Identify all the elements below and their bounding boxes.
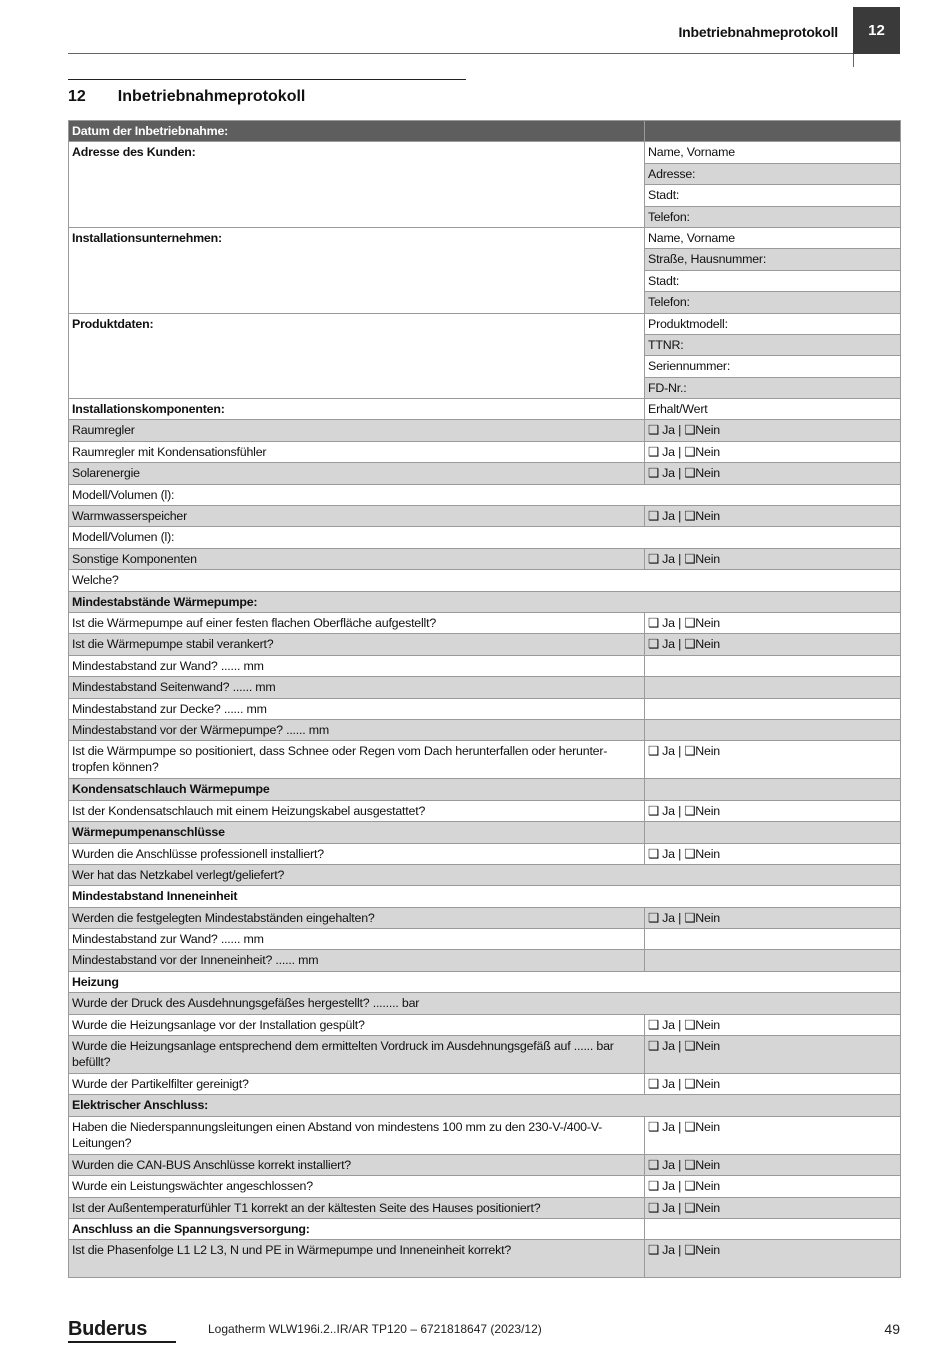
row-label: Mindestabstand Seitenwand? ...... mm — [69, 677, 645, 698]
table-row — [69, 1014, 901, 1035]
value-cell[interactable] — [645, 719, 901, 740]
table-row — [69, 929, 901, 950]
customer-field-label[interactable]: Stadt: — [645, 185, 901, 206]
value-cell[interactable] — [645, 929, 901, 950]
yes-no-checkbox[interactable]: ❑ Ja | ❑Nein — [645, 1116, 901, 1154]
row-label: Wurden die Anschlüsse professionell installiert? — [69, 843, 645, 864]
yes-no-checkbox[interactable]: ❑ Ja | ❑Nein — [645, 634, 901, 655]
table-row — [69, 779, 901, 800]
date-value-cell[interactable] — [645, 121, 901, 142]
table-row — [69, 570, 901, 591]
yes-no-checkbox[interactable]: ❑ Ja | ❑Nein — [645, 548, 901, 569]
row-label: Mindestabstand zur Decke? ...... mm — [69, 698, 645, 719]
yes-no-checkbox[interactable]: ❑ Ja | ❑Nein — [645, 1154, 901, 1175]
table-row — [69, 1154, 901, 1175]
brand-logo: Buderus — [68, 1318, 148, 1340]
installer-field-label[interactable]: Straße, Hausnummer: — [645, 249, 901, 270]
yes-no-checkbox[interactable]: ❑ Ja | ❑Nein — [645, 441, 901, 462]
value-cell[interactable] — [645, 779, 901, 800]
section-rule — [68, 79, 466, 80]
table-row — [69, 950, 901, 971]
table-row-product-field — [69, 313, 901, 334]
row-label: Raumregler — [69, 420, 645, 441]
row-label: Wurde der Druck des Ausdehnungsgefäßes hergestellt? ........ bar — [69, 993, 901, 1014]
row-label: Modell/Volumen (l): — [69, 484, 901, 505]
row-label: Ist der Außentemperaturfühler T1 korrekt an der kältesten Seite des Hauses positioniert? — [69, 1197, 645, 1218]
header-tick — [853, 54, 854, 67]
row-label: Wurde ein Leistungswächter angeschlossen? — [69, 1176, 645, 1197]
value-cell[interactable] — [645, 698, 901, 719]
table-row — [69, 1036, 901, 1074]
table-row — [69, 548, 901, 569]
value-cell[interactable] — [645, 1218, 901, 1239]
row-label: Kondensatschlauch Wärmepumpe — [69, 779, 645, 800]
table-row — [69, 591, 901, 612]
row-label: Mindestabstand vor der Inneneinheit? ...... mm — [69, 950, 645, 971]
row-label: Raumregler mit Kondensationsfühler — [69, 441, 645, 462]
commissioning-protocol-table — [68, 120, 901, 1278]
yes-no-checkbox[interactable]: ❑ Ja | ❑Nein — [645, 420, 901, 441]
row-label: Ist der Kondensatschlauch mit einem Heizungskabel ausgestattet? — [69, 800, 645, 821]
row-label: Mindestabstand Inneneinheit — [69, 886, 901, 907]
row-label: Mindestabstand zur Wand? ...... mm — [69, 929, 645, 950]
customer-field-label[interactable]: Telefon: — [645, 206, 901, 227]
table-row — [69, 822, 901, 843]
row-label: Elektrischer Anschluss: — [69, 1095, 901, 1116]
table-row — [69, 719, 901, 740]
yes-no-checkbox[interactable]: ❑ Ja | ❑Nein — [645, 843, 901, 864]
row-label: Wärmepumpenanschlüsse — [69, 822, 645, 843]
row-label: Wurden die CAN-BUS Anschlüsse korrekt installiert? — [69, 1154, 645, 1175]
yes-no-checkbox[interactable]: Erhalt/Wert — [645, 399, 901, 420]
table-row — [69, 741, 901, 779]
page-header-title: Inbetriebnahmeprotokoll — [678, 24, 838, 40]
table-row — [69, 612, 901, 633]
row-label: Ist die Wärmepumpe stabil verankert? — [69, 634, 645, 655]
table-row — [69, 634, 901, 655]
table-row — [69, 1218, 901, 1239]
table-row — [69, 864, 901, 885]
table-row — [69, 655, 901, 676]
table-row — [69, 907, 901, 928]
table-row — [69, 843, 901, 864]
row-label: Haben die Niederspannungsleitungen einen Abstand von mindestens 100 mm zu den 230-V-/400-V- Leitungen? — [69, 1116, 645, 1154]
section-title: Inbetriebnahmeprotokoll — [117, 88, 306, 105]
table-row — [69, 527, 901, 548]
row-label: Anschluss an die Spannungsversorgung: — [69, 1218, 645, 1239]
row-label: Solarenergie — [69, 463, 645, 484]
row-label: Wurde der Partikelfilter gereinigt? — [69, 1074, 645, 1095]
table-row — [69, 1074, 901, 1095]
product-field-label[interactable]: Seriennummer: — [645, 356, 901, 377]
table-row — [69, 420, 901, 441]
value-cell[interactable] — [645, 655, 901, 676]
table-row — [69, 484, 901, 505]
yes-no-checkbox[interactable]: ❑ Ja | ❑Nein — [645, 1074, 901, 1095]
value-cell[interactable] — [645, 822, 901, 843]
row-label: Sonstige Komponenten — [69, 548, 645, 569]
row-label: Ist die Wärmepumpe auf einer festen flachen Oberfläche aufgestellt? — [69, 612, 645, 633]
table-row — [69, 399, 901, 420]
product-field-label[interactable]: FD-Nr.: — [645, 377, 901, 398]
table-row-customer-field — [69, 142, 901, 163]
table-row — [69, 441, 901, 462]
customer-field-label[interactable]: Adresse: — [645, 163, 901, 184]
row-label: Wurde die Heizungsanlage vor der Installation gespült? — [69, 1014, 645, 1035]
section-number: 12 — [68, 88, 86, 105]
row-label: Wurde die Heizungsanlage entsprechend dem ermittelten Vordruck im Ausdehnungsgefäß auf ...... bar befüllt? — [69, 1036, 645, 1074]
row-label: Mindestabstände Wärmepumpe: — [69, 591, 901, 612]
yes-no-checkbox[interactable]: ❑ Ja | ❑Nein — [645, 1176, 901, 1197]
product-field-label[interactable]: TTNR: — [645, 334, 901, 355]
row-label: Werden die festgelegten Mindestabständen eingehalten? — [69, 907, 645, 928]
yes-no-checkbox[interactable]: ❑ Ja | ❑Nein — [645, 506, 901, 527]
yes-no-checkbox[interactable]: ❑ Ja | ❑Nein — [645, 1014, 901, 1035]
section-heading — [68, 88, 305, 106]
table-row — [69, 506, 901, 527]
page-number: 49 — [884, 1321, 900, 1337]
table-row — [69, 1176, 901, 1197]
table-row — [69, 1116, 901, 1154]
customer-field-label[interactable]: Name, Vorname — [645, 142, 901, 163]
table-row-installer-field — [69, 227, 901, 248]
table-row — [69, 463, 901, 484]
header-rule — [68, 53, 853, 54]
table-row — [69, 1240, 901, 1278]
yes-no-checkbox[interactable]: ❑ Ja | ❑Nein — [645, 463, 901, 484]
yes-no-checkbox[interactable]: ❑ Ja | ❑Nein — [645, 1197, 901, 1218]
yes-no-checkbox[interactable]: ❑ Ja | ❑Nein — [645, 1240, 901, 1278]
yes-no-checkbox[interactable]: ❑ Ja | ❑Nein — [645, 741, 901, 779]
installer-field-label[interactable]: Telefon: — [645, 292, 901, 313]
installer-group-label: Installationsunternehmen: — [69, 227, 645, 313]
row-label: Welche? — [69, 570, 901, 591]
table-row — [69, 1197, 901, 1218]
row-label: Ist die Wärmpumpe so positioniert, dass Schnee oder Regen vom Dach herunterfallen oder herunter- tropfen können? — [69, 741, 645, 779]
yes-no-checkbox[interactable]: ❑ Ja | ❑Nein — [645, 612, 901, 633]
document-reference: Logatherm WLW196i.2..IR/AR TP120 – 6721818647 (2023/12) — [208, 1322, 542, 1336]
value-cell[interactable] — [645, 677, 901, 698]
table-row — [69, 993, 901, 1014]
row-label: Mindestabstand zur Wand? ...... mm — [69, 655, 645, 676]
table-row-date — [69, 121, 901, 142]
yes-no-checkbox[interactable]: ❑ Ja | ❑Nein — [645, 907, 901, 928]
row-label: Installationskomponenten: — [69, 399, 645, 420]
row-label: Mindestabstand vor der Wärmepumpe? ...... mm — [69, 719, 645, 740]
table-row — [69, 698, 901, 719]
chapter-tab: 12 — [853, 7, 900, 54]
customer-group-label: Adresse des Kunden: — [69, 142, 645, 228]
row-label: Modell/Volumen (l): — [69, 527, 901, 548]
product-field-label[interactable]: Produktmodell: — [645, 313, 901, 334]
table-row — [69, 800, 901, 821]
product-group-label: Produktdaten: — [69, 313, 645, 399]
row-label: Warmwasserspeicher — [69, 506, 645, 527]
table-row — [69, 971, 901, 992]
row-label: Ist die Phasenfolge L1 L2 L3, N und PE in Wärmepumpe und Inneneinheit korrekt? — [69, 1240, 645, 1278]
row-label: Heizung — [69, 971, 901, 992]
value-cell[interactable] — [645, 950, 901, 971]
table-row — [69, 1095, 901, 1116]
yes-no-checkbox[interactable]: ❑ Ja | ❑Nein — [645, 800, 901, 821]
table-row — [69, 886, 901, 907]
date-label: Datum der Inbetriebnahme: — [69, 121, 645, 142]
installer-field-label[interactable]: Name, Vorname — [645, 227, 901, 248]
table-row — [69, 677, 901, 698]
yes-no-checkbox[interactable]: ❑ Ja | ❑Nein — [645, 1036, 901, 1074]
brand-logo-underline — [68, 1341, 176, 1343]
installer-field-label[interactable]: Stadt: — [645, 270, 901, 291]
row-label: Wer hat das Netzkabel verlegt/geliefert? — [69, 864, 901, 885]
